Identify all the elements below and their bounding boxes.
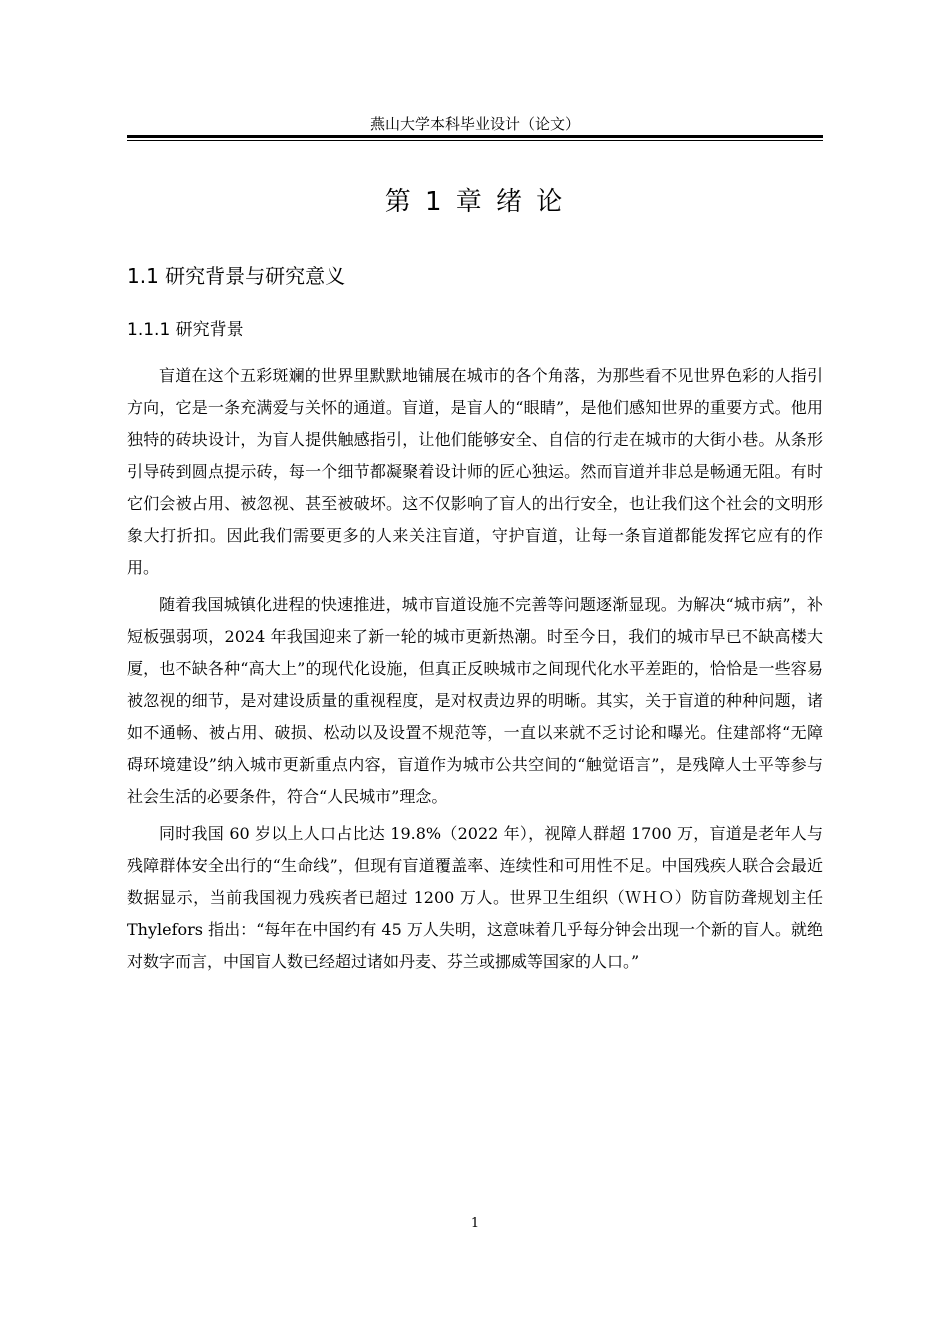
page-number: 1 [470,1216,480,1231]
header-rule-thick [127,135,823,138]
chapter-title: 第 1 章 绪 论 [384,187,566,217]
body-paragraph-1: 盲道在这个五彩斑斓的世界里默默地铺展在城市的各个角落，为那些看不见世界色彩的人指引方向，它是一条充满爱与关怀的通道。盲道，是盲人的“眼睛”，是他们感知世界的重要方式。他用独特的砖块设计，为盲人提供触感指引，让他们能够安全、自信的行走在城市的大街小巷。从条形引导砖到圆点提示砖，每一个细节都凝聚着设计师的匠心独运。然而盲道并非总是畅通无阻。有时它们会被占用、被忽视、甚至被破坏。这不仅影响了盲人的出行安全，也让我们这个社会的文明形象大打折扣。因此我们需要更多的人来关注盲道，守护盲道，让每一条盲道都能发挥它应有的作用。 [127,366,823,577]
body-paragraph-3: 同时我国 60 岁以上人口占比达 19.8%（2022 年），视障人群超 1700 万，盲道是老年人与残障群体安全出行的“生命线”，但现有盲道覆盖率、连续性和可用性不足。中国残疾人联合会最近数据显示，当前我国视力残疾者已超过 1200 万人。世界卫生组织（ＷＨＯ）防盲防聋规划主任 Thylefors 指出：“每年在中国约有 45 万人失明，这意味着几乎每分钟会出现一个新的盲人。就绝对数字而言，中国盲人数已经超过诸如丹麦、芬兰或挪威等国家的人口。” [127,824,823,971]
body-text [127,360,823,983]
body-paragraph-2: 随着我国城镇化进程的快速推进，城市盲道设施不完善等问题逐渐显现。为解决“城市病”，补短板强弱项，2024 年我国迎来了新一轮的城市更新热潮。时至今日，我们的城市早已不缺高楼大厦，也不缺各种“高大上”的现代化设施，但真正反映城市之间现代化水平差距的，恰恰是一些容易被忽视的细节，是对建设质量的重视程度，是对权责边界的明晰。其实，关于盲道的种种问题，诸如不通畅、被占用、破损、松动以及设置不规范等，一直以来就不乏讨论和曝光。住建部将“无障碍环境建设”纳入城市更新重点内容，盲道作为城市公共空间的“触觉语言”，是残障人士平等参与社会生活的必要条件，符合“人民城市”理念。 [127,595,823,806]
section-heading: 1.1 研究背景与研究意义 [127,264,346,288]
subsection-heading: 1.1.1 研究背景 [127,320,244,340]
running-header: 燕山大学本科毕业设计（论文） [369,115,580,133]
header-rule-thin [127,140,823,141]
